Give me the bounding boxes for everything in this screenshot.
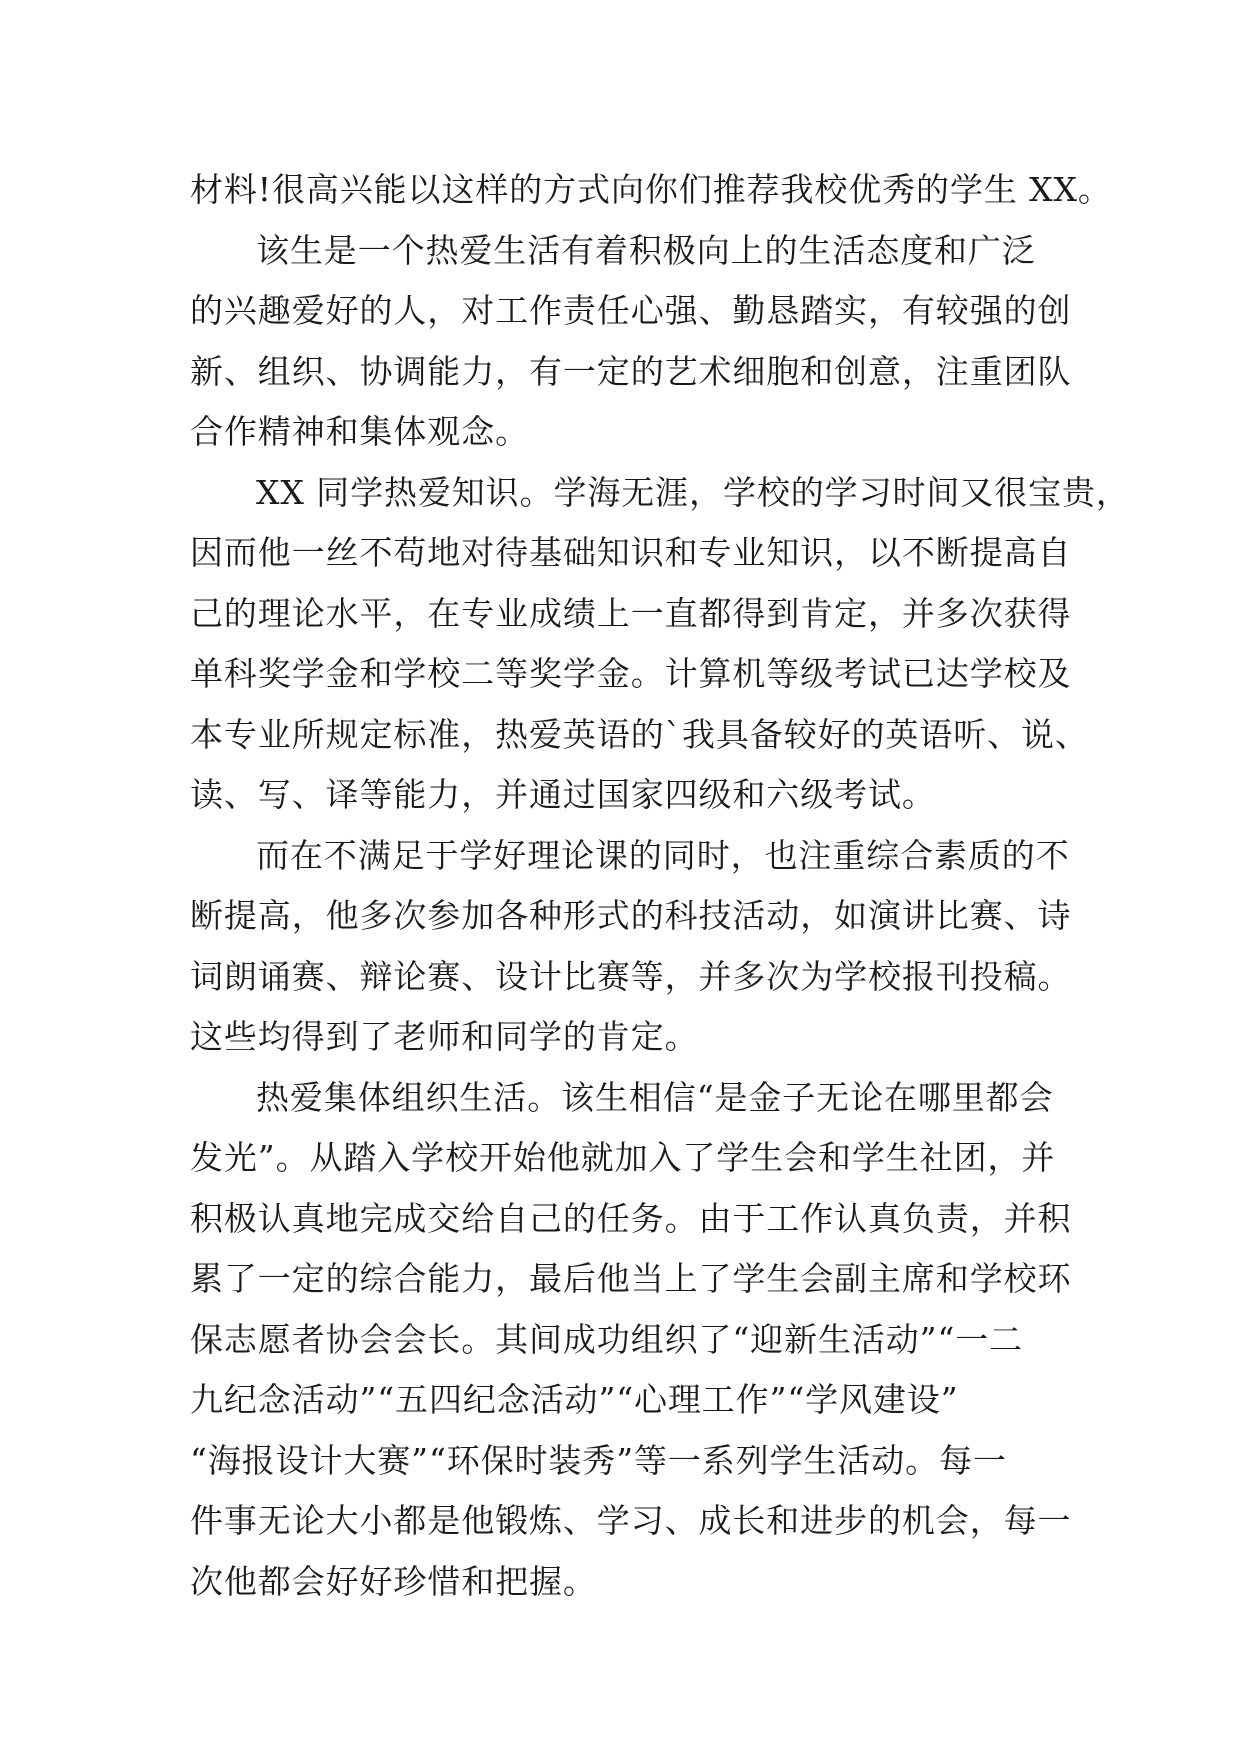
letter-body: [190, 160, 1130, 1612]
text-line: 九纪念活动”“五四纪念活动”“心理工作”“学风建设”: [190, 1380, 959, 1419]
text-line: 读、写、译等能力，并通过国家四级和六级考试。: [190, 775, 936, 814]
text-line: 断提高，他多次参加各种形式的科技活动，如演讲比赛、诗: [190, 896, 1072, 935]
text-line: 热爱集体组织生活。该生相信“是金子无论在哪里都会: [256, 1077, 1054, 1117]
text-line: 词朗诵赛、辩论赛、设计比赛等，并多次为学校报刊投稿。: [190, 956, 1072, 996]
text-line: 材料!很高兴能以这样的方式向你们推荐我校优秀的学生 XX。: [190, 170, 1112, 209]
text-line: 己的理论水平，在专业成绩上一直都得到肯定，并多次获得: [190, 593, 1072, 633]
text-line: 该生是一个热爱生活有着积极向上的生活态度和广泛: [256, 230, 1036, 270]
text-line: 保志愿者协会会长。其间成功组织了“迎新生活动”“一二: [190, 1319, 1024, 1359]
text-line: 本专业所规定标准，热爱英语的`我具备较好的英语听、说、: [190, 714, 1089, 754]
text-line: 而在不满足于学好理论课的同时，也注重综合素质的不: [256, 835, 1070, 875]
text-line: 合作精神和集体观念。: [190, 412, 529, 451]
text-line: 因而他一丝不苟地对待基础知识和专业知识，以不断提高自: [190, 533, 1072, 572]
text-line: 积极认真地完成交给自己的任务。由于工作认真负责，并积: [190, 1198, 1072, 1238]
text-line: 次他都会好好珍惜和把握。: [190, 1561, 597, 1601]
text-line: 发光”。从踏入学校开始他就加入了学生会和学生社团，并: [190, 1138, 1056, 1177]
text-line: 累了一定的综合能力，最后他当上了学生会副主席和学校环: [190, 1259, 1072, 1298]
text-line: XX 同学热爱知识。学海无涯，学校的学习时间又很宝贵，: [256, 472, 1130, 512]
text-line: 新、组织、协调能力，有一定的艺术细胞和创意，注重团队: [190, 351, 1072, 391]
text-line: 这些均得到了老师和同学的肯定。: [190, 1017, 699, 1056]
text-line: 的兴趣爱好的人，对工作责任心强、勤恳踏实，有较强的创: [190, 291, 1072, 330]
text-line: 件事无论大小都是他锻炼、学习、成长和进步的机会，每一: [190, 1501, 1072, 1540]
text-line: “海报设计大赛”“环保时装秀”等一系列学生活动。每一: [190, 1440, 1007, 1480]
text-line: 单科奖学金和学校二等奖学金。计算机等级考试已达学校及: [190, 654, 1072, 693]
